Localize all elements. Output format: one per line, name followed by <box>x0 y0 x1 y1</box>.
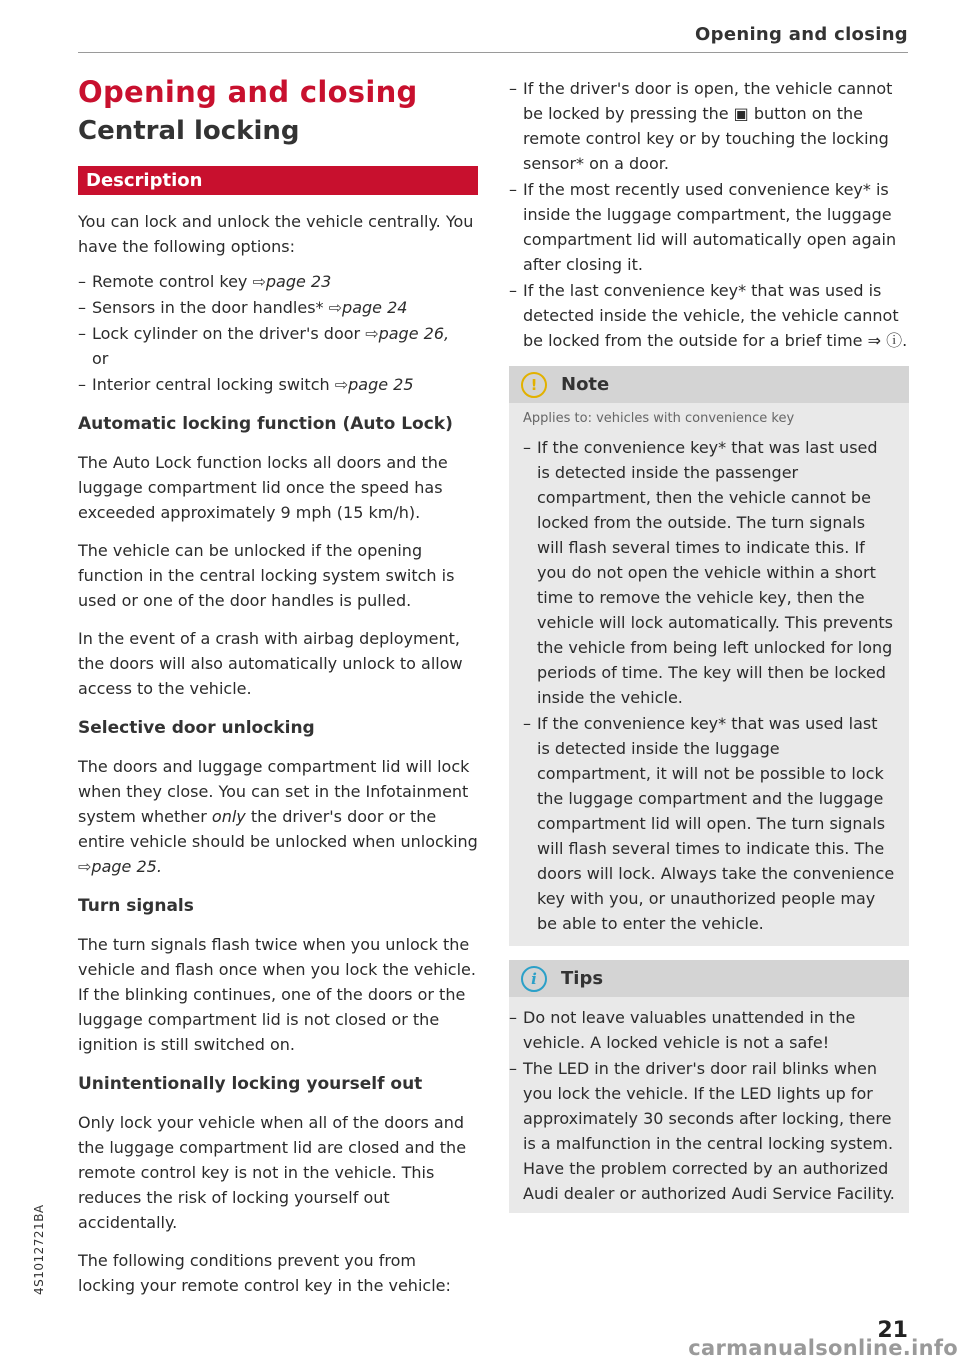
turn-signals-paragraph: The turn signals flash twice when you unlock the vehicle and flash once when you lock the vehicle. If the blinking continues, one of the doors or the luggage compartment lid is not closed or the ignition is still switched on. <box>78 935 476 1054</box>
list-item: – If the driver's door is open, the vehicle cannot be locked by pressing the ▣ button on the remote control key or by touching the locking sensor* on a door. <box>509 76 909 176</box>
arrow-right-icon: ⇨ <box>328 298 343 317</box>
conditions-list <box>509 76 909 353</box>
lockout-paragraph: Only lock your vehicle when all of the doors and the luggage compartment lid are closed and the remote control key is not in the vehicle. This reduces the risk of locking yourself out accidentally. <box>78 1113 467 1232</box>
arrow-right-icon: ⇨ <box>365 324 379 343</box>
auto-lock-paragraph: The Auto Lock function locks all doors and the luggage compartment lid once the speed has exceeded approximately 9 mph (15 km/h). <box>78 453 448 522</box>
page-link[interactable]: page 26, <box>378 324 450 343</box>
right-column <box>509 76 909 1213</box>
list-item: – Remote control key ⇨page 23 <box>78 269 478 294</box>
lockout-paragraph: The following conditions prevent you from locking your remote control key in the vehicle: <box>78 1251 451 1295</box>
intro-paragraph: You can lock and unlock the vehicle centrally. You have the following options: <box>78 212 474 256</box>
list-item: – If the most recently used convenience key* is inside the luggage compartment, the luggage compartment lid will automatically open again after closing it. <box>509 177 909 277</box>
options-list <box>78 269 478 397</box>
running-head: Opening and closing <box>695 24 908 45</box>
tips-title: Tips <box>561 968 604 989</box>
selective-paragraph: The doors and luggage compartment lid will lock when they close. You can set in the Infotainment system whether only the driver's door or the entire vehicle should be unlocked when unlocking ⇨page 25. <box>78 757 478 876</box>
list-item: – If the convenience key* that was last used is detected inside the passenger compartment, then the vehicle cannot be locked from the outside. The turn signals will flash several times to indicate this. If you do not open the vehicle within a short time to remove the vehicle key, then the vehicle will lock automatically. This prevents the vehicle from being left unlocked for long periods of time. The key will then be locked inside the vehicle. <box>523 435 895 710</box>
note-list <box>523 435 895 936</box>
note-box <box>509 366 909 946</box>
note-title: Note <box>561 374 610 395</box>
tips-header <box>509 960 909 997</box>
header-rule <box>78 52 908 53</box>
page-link[interactable]: page 24 <box>342 298 408 317</box>
auto-lock-heading: Automatic locking function (Auto Lock) <box>78 414 453 434</box>
page-number: 21 <box>877 1318 908 1343</box>
list-item: – If the convenience key* that was used last is detected inside the luggage compartment, it will not be possible to lock the luggage compartment and the luggage compartment lid will open. The turn signals will flash several times to indicate this. The doors will lock. Always take the convenience key with you, or unauthorized people may be able to enter the vehicle. <box>523 711 895 936</box>
tips-box <box>509 960 909 1213</box>
list-item: – Sensors in the door handles* ⇨page 24 <box>78 295 478 320</box>
page-link[interactable]: page 25. <box>91 857 162 876</box>
arrow-right-icon: ⇨ <box>78 857 92 876</box>
tips-list <box>509 1005 909 1206</box>
selective-heading: Selective door unlocking <box>78 718 315 738</box>
arrow-right-icon: ⇨ <box>252 272 266 291</box>
list-item: – Do not leave valuables unattended in the vehicle. A locked vehicle is not a safe! <box>509 1005 909 1055</box>
description-bar: Description <box>78 166 478 195</box>
list-item: – Lock cylinder on the driver's door ⇨page 26, or <box>78 321 478 371</box>
info-circle-icon: i <box>521 966 547 992</box>
note-header <box>509 366 909 403</box>
list-item: – If the last convenience key* that was used is detected inside the vehicle, the vehicle cannot be locked from the outside for a brief time ⇒ ⓘ. <box>509 278 909 353</box>
exclamation-circle-icon: ! <box>521 372 547 398</box>
chapter-title: Opening and closing <box>78 75 418 109</box>
list-item: – Interior central locking switch ⇨page 25 <box>78 372 478 397</box>
page-link[interactable]: page 25 <box>348 375 414 394</box>
auto-lock-paragraph: In the event of a crash with airbag deployment, the doors will also automatically unlock to allow access to the vehicle. <box>78 629 463 698</box>
applies-to: Applies to: vehicles with convenience key <box>523 411 795 426</box>
auto-lock-paragraph: The vehicle can be unlocked if the opening function in the central locking system switch is used or one of the door handles is pulled. <box>78 541 455 610</box>
turn-signals-heading: Turn signals <box>78 896 194 916</box>
page-link[interactable]: page 23 <box>265 272 332 291</box>
lockout-heading: Unintentionally locking yourself out <box>78 1074 423 1094</box>
document-code: 4S1012721BA <box>32 1204 46 1295</box>
watermark: carmanualsonline.info <box>688 1336 958 1360</box>
list-item: – The LED in the driver's door rail blinks when you lock the vehicle. If the LED lights up for approximately 30 seconds after locking, there is a malfunction in the central locking system. Have the problem corrected by an authorized Audi dealer or authorized Audi Service Facility. <box>509 1056 909 1206</box>
section-title: Central locking <box>78 116 300 146</box>
arrow-right-icon: ⇨ <box>334 375 349 394</box>
left-column <box>78 74 478 1298</box>
